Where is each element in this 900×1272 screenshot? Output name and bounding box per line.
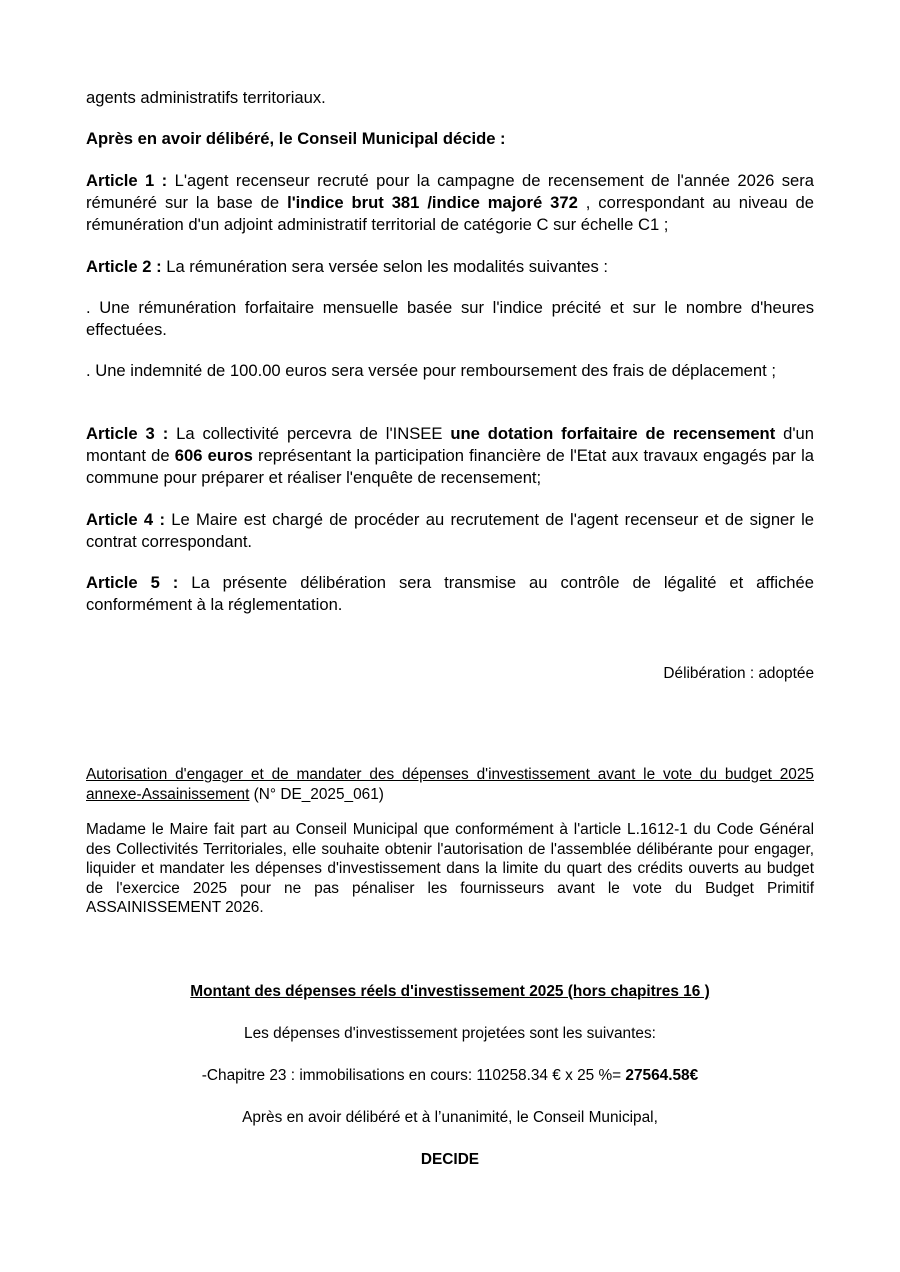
article-1-text-b: , correspondant au niveau de rémunération d'un adjoint administratif territorial de catégorie C sur échelle C1 ; <box>86 193 814 234</box>
section-2-body: Madame le Maire fait part au Conseil Municipal que conformément à l'article L.1612-1 du Code Général des Collectivités Territoriales, elle souhaite obtenir l'autorisation de l'assemblée délibérante pour engager, liquider et mandater les dépenses d'investissement dans la limite du quart des crédits ouverts au budget de l'exercice 2025 pour ne pas pénaliser les fournisseurs avant le vote du Budget Primitif ASSAINISSEMENT 2026. <box>86 821 814 916</box>
unanimity-line: Après en avoir délibéré et à l’unanimité, le Conseil Municipal, <box>242 1109 658 1126</box>
article-2-label: Article 2 : <box>86 257 162 276</box>
article-5-label: Article 5 : <box>86 573 179 592</box>
article-3-text-b: d'un montant de <box>86 424 814 465</box>
decide-heading: DECIDE <box>420 1151 480 1168</box>
article-1-text-a: L'agent recenseur recruté pour la campagne de recensement de l'année 2026 sera rémunéré sur la base de <box>86 171 814 212</box>
article-3-label: Article 3 : <box>86 424 169 443</box>
section-2-title <box>86 765 814 804</box>
chapter-23-total: 27564.58€ <box>625 1067 699 1084</box>
intro-tail: agents administratifs territoriaux. <box>86 88 326 107</box>
article-3-text-a: La collectivité percevra de l'INSEE <box>168 424 451 443</box>
article-3-dotation: une dotation forfaitaire de recensement <box>450 424 776 443</box>
article-2 <box>86 256 814 278</box>
chapter-23-text: -Chapitre 23 : immobilisations en cours: 110258.34 € x 25 %= <box>201 1067 626 1084</box>
decision-heading: Après en avoir délibéré, le Conseil Municipal décide : <box>86 129 506 148</box>
article-1-index: l'indice brut 381 /indice majoré 372 <box>287 193 578 212</box>
modalite-1: . Une rémunération forfaitaire mensuelle basée sur l'indice précité et sur le nombre d'heures effectuées. <box>86 298 814 339</box>
article-4-text: Le Maire est chargé de procéder au recrutement de l'agent recenseur et de signer le contrat correspondant. <box>86 510 814 551</box>
article-1 <box>86 170 814 236</box>
article-3 <box>86 423 814 489</box>
article-5 <box>86 572 814 616</box>
section-2-subheading: Montant des dépenses réels d'investissement 2025 (hors chapitres 16 ) <box>190 983 710 1000</box>
projected-expenses: Les dépenses d'investissement projetées sont les suivantes: <box>244 1025 656 1042</box>
section-2-title-underlined: Autorisation d'engager et de mandater des dépenses d'investissement avant le vote du budget 2025 annexe-Assainissement <box>86 766 814 803</box>
section-2-ref: (N° DE_2025_061) <box>249 785 384 803</box>
article-4-label: Article 4 : <box>86 510 165 529</box>
modalite-2: . Une indemnité de 100.00 euros sera versée pour remboursement des frais de déplacement ; <box>86 361 776 380</box>
chapter-23-line <box>86 1066 814 1086</box>
article-3-amount: 606 euros <box>174 446 253 465</box>
article-4 <box>86 509 814 553</box>
deliberation-result: Délibération : adoptée <box>663 665 814 682</box>
article-1-label: Article 1 : <box>86 171 168 190</box>
article-2-text: La rémunération sera versée selon les modalités suivantes : <box>161 257 609 276</box>
article-5-text: La présente délibération sera transmise au contrôle de légalité et affichée conformément à la réglementation. <box>86 573 814 614</box>
article-3-text-c: représentant la participation financière de l'Etat aux travaux engagés par la commune pour préparer et réaliser l'enquête de recensement; <box>86 446 814 487</box>
